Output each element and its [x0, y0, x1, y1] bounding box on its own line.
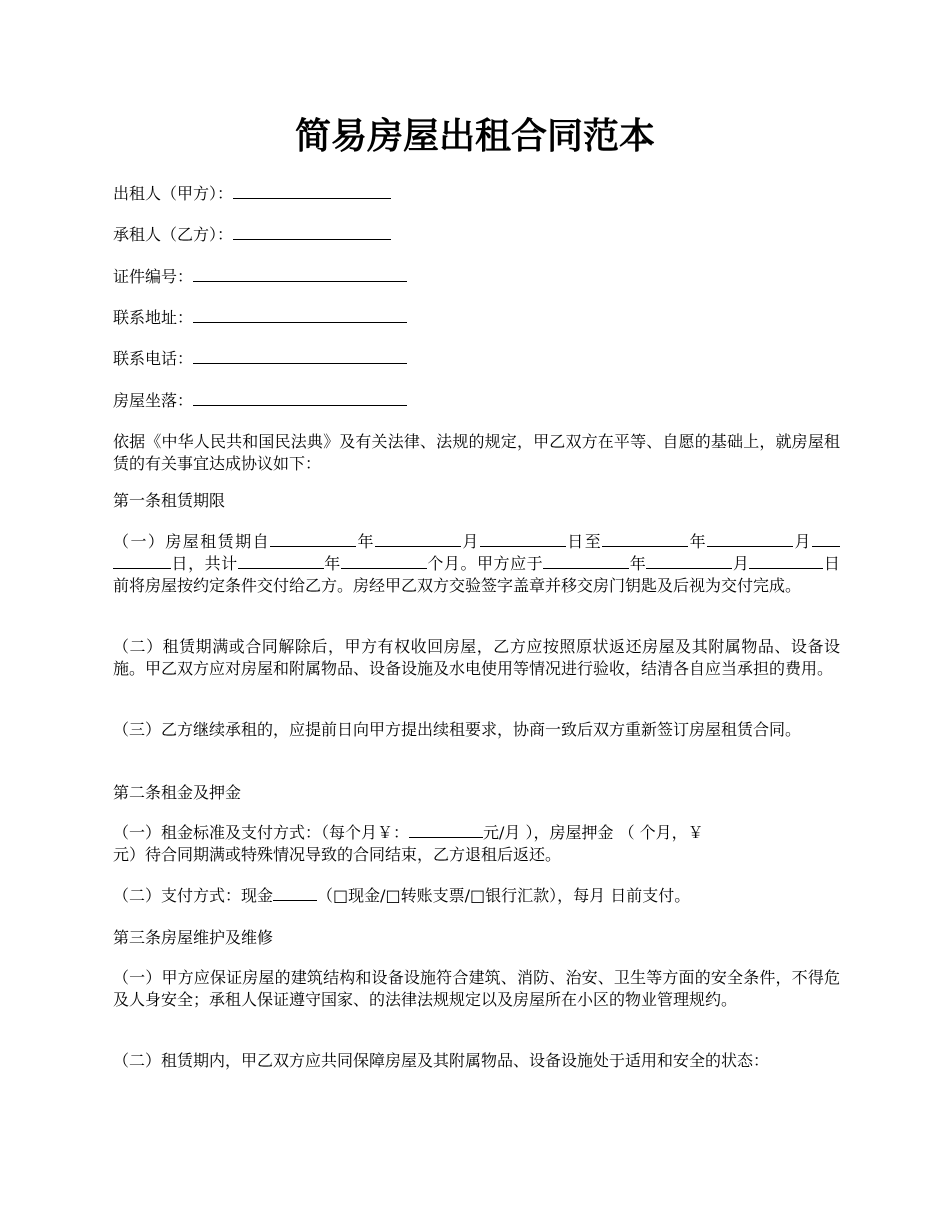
field-label: 出租人（甲方）：	[113, 184, 234, 203]
article3-heading: 第三条房屋维护及维修	[113, 928, 274, 947]
text-run: 年	[629, 554, 647, 573]
text-run: （一）租金标准及支付方式：（每个月￥：	[113, 823, 410, 842]
total-year-blank[interactable]	[238, 554, 324, 569]
phone-blank[interactable]	[193, 347, 407, 364]
article2-paragraph2	[113, 885, 840, 907]
lessee-field	[113, 223, 391, 246]
property-location-blank[interactable]	[193, 389, 407, 406]
text-run: 个月。甲方应于	[426, 554, 544, 573]
month-blank[interactable]	[375, 532, 461, 547]
article2-heading: 第二条租金及押金	[113, 783, 242, 802]
text-run: 月	[460, 532, 480, 551]
delivery-day-blank[interactable]	[749, 554, 815, 569]
text-run: 元/月 ），房屋押金 （ 个月，￥	[483, 823, 704, 842]
lessor-field	[113, 182, 391, 205]
field-label: 联系地址：	[113, 308, 194, 327]
text-run: 年	[688, 532, 708, 551]
text-run: 元）待合同期满或特殊情况导致的合同结束，乙方退租后返还。	[113, 845, 562, 864]
year-blank[interactable]	[270, 532, 356, 547]
text-run: 月	[793, 532, 812, 551]
month-blank[interactable]	[707, 532, 793, 547]
article1-paragraph1	[113, 531, 840, 597]
article1-paragraph2: （二）租赁期满或合同解除后，甲方有权收回房屋，乙方应按照原状返还房屋及其附属物品、设备设施。甲乙双方应对房屋和附属物品、设备设施及水电使用等情况进行验收，结清各自应当承担的费用。	[113, 637, 840, 678]
field-label: 房屋坐落：	[113, 391, 194, 410]
total-month-blank[interactable]	[341, 554, 427, 569]
lessor-blank[interactable]	[233, 182, 391, 199]
property-location-field	[113, 389, 407, 412]
delivery-year-blank[interactable]	[543, 554, 629, 569]
article3-paragraph2: （二）租赁期内，甲乙双方应共同保障房屋及其附属物品、设备设施处于适用和安全的状态：	[113, 1051, 770, 1070]
phone-field	[113, 347, 407, 370]
field-label: 联系电话：	[113, 349, 194, 368]
day-blank-cont[interactable]	[113, 554, 171, 569]
address-blank[interactable]	[193, 306, 407, 323]
id-number-blank[interactable]	[193, 265, 407, 282]
text-run: 月	[732, 554, 750, 573]
text-run: （二）支付方式：现金	[113, 886, 274, 905]
intro-paragraph: 依据《中华人民共和国民法典》及有关法律、法规的规定，甲乙双方在平等、自愿的基础上，就房屋租赁的有关事宜达成协议如下：	[113, 432, 840, 473]
text-run: 日至	[565, 532, 603, 551]
day-blank[interactable]	[480, 532, 566, 547]
article3-paragraph1: （一）甲方应保证房屋的建筑结构和设备设施符合建筑、消防、治安、卫生等方面的安全条件，不得危及人身安全；承租人保证遵守国家、的法律法规规定以及房屋所在小区的物业管理规约。	[113, 968, 840, 1009]
monthly-rent-blank[interactable]	[409, 823, 483, 838]
text-run: 日前将房屋按约定条件交付给乙方。房经甲乙双方交验签字盖章并移交房门钥匙及后视为交付完成。	[113, 554, 840, 595]
address-field	[113, 306, 407, 329]
field-label: 证件编号：	[113, 267, 194, 286]
page-title: 简易房屋出租合同范本	[294, 115, 655, 157]
day-blank[interactable]	[812, 532, 840, 547]
field-label: 承租人（乙方）：	[113, 225, 234, 244]
text-run: 年	[323, 554, 341, 573]
text-run: （一）房屋租赁期自	[113, 532, 271, 551]
id-number-field	[113, 265, 407, 288]
lessee-blank[interactable]	[233, 223, 391, 240]
text-run: （□现金/□转账支票/□银行汇款），每月 日前支付。	[317, 886, 691, 905]
payment-method-blank[interactable]	[273, 886, 317, 901]
year-blank[interactable]	[602, 532, 688, 547]
delivery-month-blank[interactable]	[646, 554, 732, 569]
text-run: 年	[356, 532, 375, 551]
article2-paragraph1	[113, 822, 840, 866]
article1-heading: 第一条租赁期限	[113, 491, 226, 510]
article1-paragraph3: （三）乙方继续承租的，应提前日向甲方提出续租要求，协商一致后双方重新签订房屋租赁合同。	[113, 720, 802, 739]
text-run: 日，共计	[171, 554, 238, 573]
